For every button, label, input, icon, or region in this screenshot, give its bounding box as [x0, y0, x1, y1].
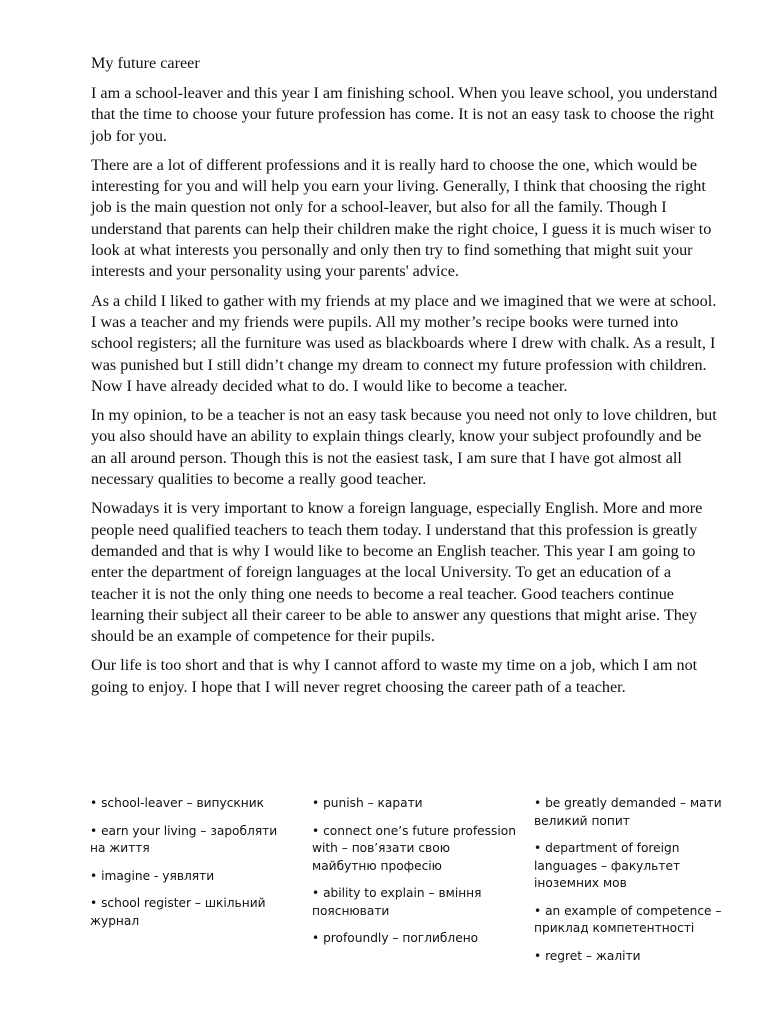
essay-body	[91, 53, 719, 706]
vocabulary-column-2	[312, 795, 517, 958]
vocabulary-column-3	[534, 795, 744, 975]
vocab-item: • department of foreign languages – факультет іноземних мов	[534, 841, 681, 890]
vocab-item: • school register – шкільний журнал	[90, 896, 266, 928]
vocab-item: • ability to explain – вміння пояснювати	[312, 886, 482, 918]
paragraph-2: There are a lot of different professions and it is really hard to choose the one, which would be interesting for you and will help you earn your living. Generally, I think that choosing the right job is the main question not only for a school-leaver, but also for all the family. Though I understand that parents can help their children make the right choice, I guess it is much wiser to look at what interests you personally and only then try to find something that might suit your interests and your personality using your parents' advice.	[91, 155, 712, 281]
vocab-item: • an example of competence – приклад компетентності	[534, 903, 722, 935]
vocabulary-list	[90, 795, 730, 975]
paragraph-3: As a child I liked to gather with my friends at my place and we imagined that we were at school. I was a teacher and my friends were pupils. All my mother’s recipe books were turned into school registers; all the furniture was used as blackboards where I drew with chalk. As a result, I was punished but I still didn’t change my dream to connect my future profession with children. Now I have already decided what to do. I would like to become a teacher.	[91, 291, 717, 395]
vocabulary-column-1	[90, 795, 280, 940]
essay-title: My future career	[91, 54, 200, 72]
vocab-item: • be greatly demanded – мати великий попит	[534, 796, 722, 828]
vocab-item: • profoundly – поглиблено	[312, 931, 479, 945]
vocab-item: • school-leaver – випускник	[90, 796, 265, 810]
paragraph-6: Our life is too short and that is why I cannot afford to waste my time on a job, which I am not going to enjoy. I hope that I will never regret choosing the career path of a teacher.	[91, 656, 698, 696]
vocab-item: • earn your living – заробляти на життя	[90, 823, 278, 855]
paragraph-5: Nowadays it is very important to know a foreign language, especially English. More and more people need qualified teachers to teach them today. I understand that this profession is greatly demanded and that is why I would like to become an English teacher. This year I am going to enter the department of foreign languages at the local University. To get an education of a teacher it is not the only thing one needs to become a real teacher. Good teachers continue learning their subject all their career to be able to answer any questions that might arise. They should be an example of competence for their pupils.	[91, 499, 703, 646]
paragraph-1: I am a school-leaver and this year I am finishing school. When you leave school, you understand that the time to choose your future profession has come. It is not an easy task to choose the right job for you.	[91, 84, 718, 145]
vocab-item: • regret – жаліти	[534, 948, 641, 963]
vocab-item: • connect one’s future profession with – пов’язати свою майбутню професію	[312, 823, 516, 873]
paragraph-4: In my opinion, to be a teacher is not an easy task because you need not only to love children, but you also should have an ability to explain things clearly, know your subject profoundly and be an all around person. Though this is not the easiest task, I am sure that I have got almost all necessary qualities to become a really good teacher.	[91, 406, 717, 489]
vocab-item: • imagine - уявляти	[90, 868, 215, 883]
vocab-item: • punish – карати	[312, 796, 423, 810]
